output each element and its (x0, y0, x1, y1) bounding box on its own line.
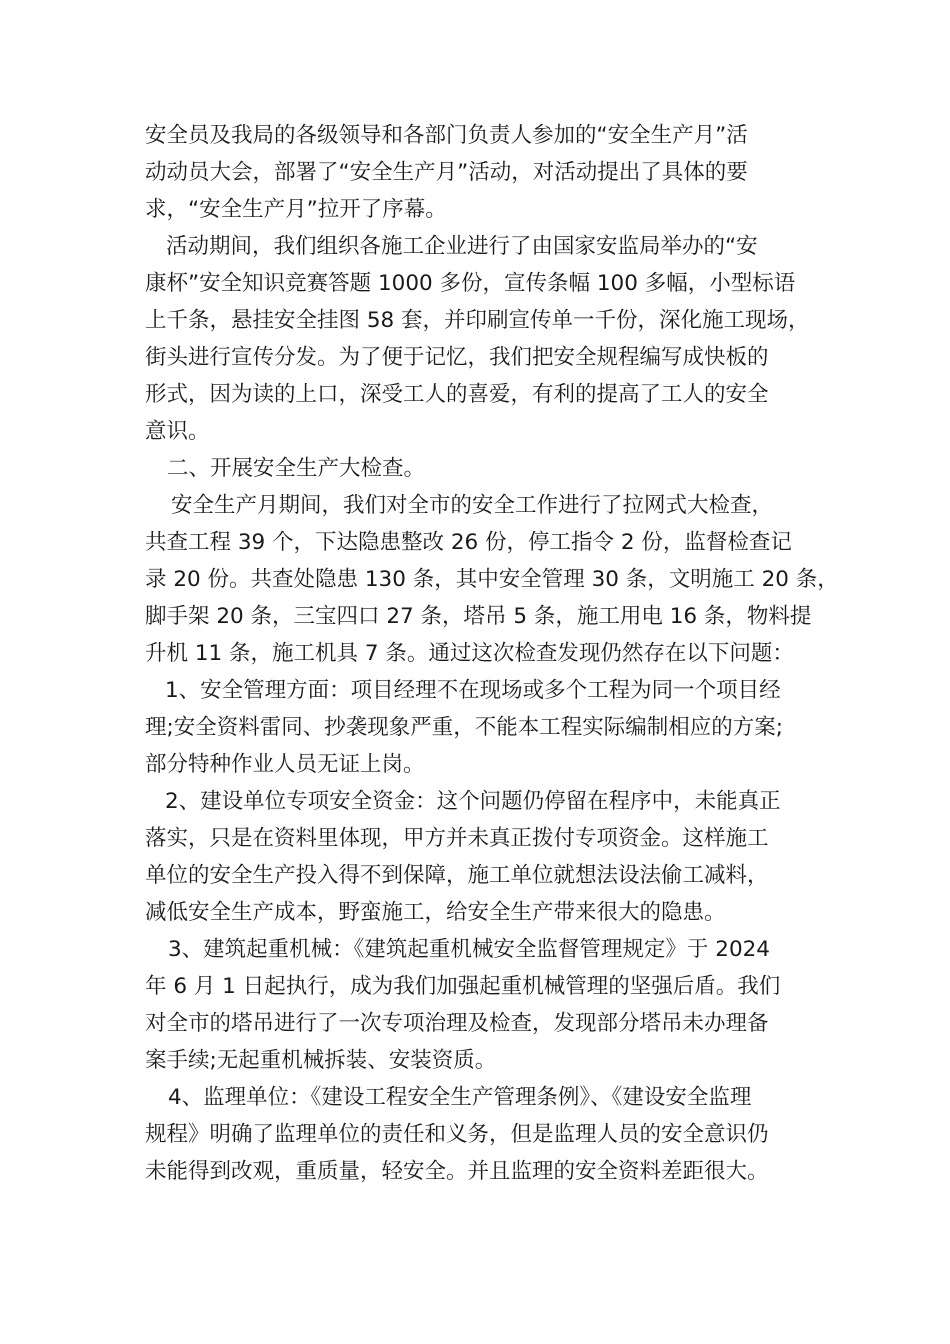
text-line: 落实，只是在资料里体现，甲方并未真正拨付专项资金。这样施工 (145, 826, 769, 851)
text-line: 求，“安全生产月”拉开了序幕。 (145, 197, 447, 222)
text-line: 单位的安全生产投入得不到保障，施工单位就想法设法偷工减料， (145, 863, 769, 888)
text-line: 录 20 份。共查处隐患 130 条，其中安全管理 30 条，文明施工 20 条， (145, 567, 839, 592)
text-line: 升机 11 条，施工机具 7 条。通过这次检查发现仍然存在以下问题： (145, 641, 794, 666)
text-line: 脚手架 20 条，三宝四口 27 条，塔吊 5 条，施工用电 16 条，物料提 (145, 604, 812, 629)
text-line: 康杯”安全知识竞赛答题 1000 多份，宣传条幅 100 多幅，小型标语 (145, 271, 796, 296)
text-line: 安全生产月期间，我们对全市的安全工作进行了拉网式大检查， (171, 493, 774, 518)
text-line: 减低安全生产成本，野蛮施工，给安全生产带来很大的隐患。 (145, 900, 726, 925)
text-line: 部分特种作业人员无证上岗。 (145, 752, 425, 777)
text-line: 规程》明确了监理单位的责任和义务，但是监理人员的安全意识仍 (145, 1122, 769, 1147)
text-line: 4、监理单位：《建设工程安全生产管理条例》、《建设安全监理 (168, 1085, 752, 1110)
text-line: 二、开展安全生产大检查。 (167, 456, 426, 481)
text-line: 案手续;无起重机械拆装、安装资质。 (145, 1048, 497, 1073)
text-line: 意识。 (145, 419, 210, 444)
text-line: 共查工程 39 个，下达隐患整改 26 份，停工指令 2 份，监督检查记 (145, 530, 792, 555)
document-body (145, 117, 839, 1190)
text-line: 1、安全管理方面：项目经理不在现场或多个工程为同一个项目经 (165, 678, 781, 703)
text-line: 未能得到改观，重质量，轻安全。并且监理的安全资料差距很大。 (145, 1159, 769, 1184)
text-line: 动动员大会，部署了“安全生产月”活动，对活动提出了具体的要 (145, 160, 748, 185)
text-line: 年 6 月 1 日起执行，成为我们加强起重机械管理的坚强后盾。我们 (145, 974, 781, 999)
text-line: 安全员及我局的各级领导和各部门负责人参加的“安全生产月”活 (145, 123, 748, 148)
text-line: 形式，因为读的上口，深受工人的喜爱，有利的提高了工人的安全 (145, 382, 769, 407)
text-line: 上千条，悬挂安全挂图 58 套，并印刷宣传单一千份，深化施工现场， (145, 308, 810, 333)
text-line: 活动期间，我们组织各施工企业进行了由国家安监局举办的“安 (166, 234, 758, 259)
text-line: 对全市的塔吊进行了一次专项治理及检查，发现部分塔吊未办理备 (145, 1011, 769, 1036)
text-line: 3、建筑起重机械：《建筑起重机械安全监督管理规定》于 2024 (168, 937, 770, 962)
text-line: 街头进行宣传分发。为了便于记忆，我们把安全规程编写成快板的 (145, 345, 769, 370)
text-line: 2、建设单位专项安全资金：这个问题仍停留在程序中，未能真正 (165, 789, 781, 814)
text-line: 理;安全资料雷同、抄袭现象严重，不能本工程实际编制相应的方案; (145, 715, 783, 740)
